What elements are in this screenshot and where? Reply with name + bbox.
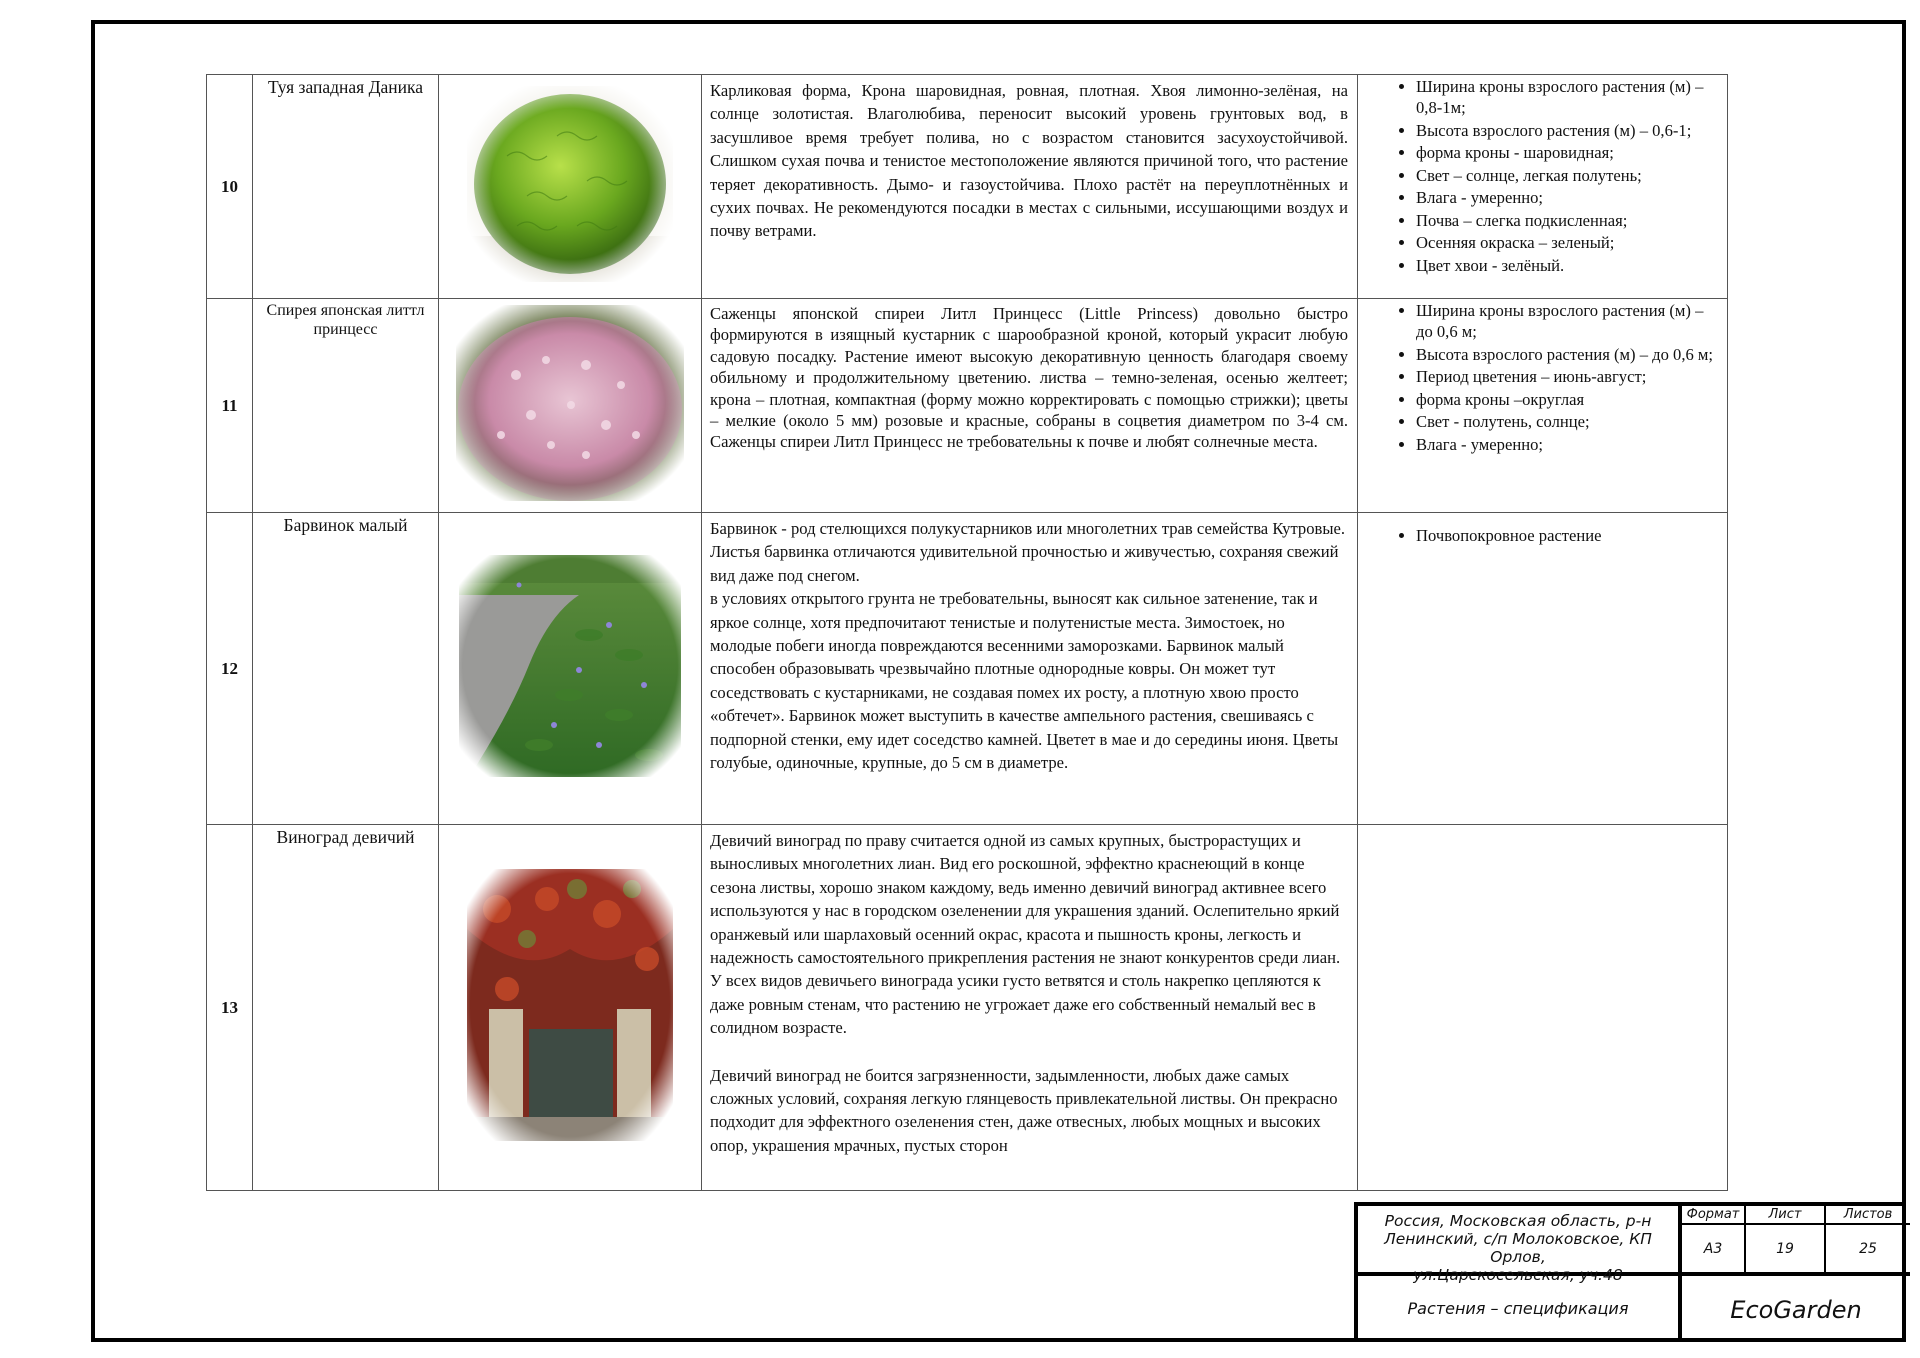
sheet-label: Лист [1746, 1206, 1826, 1225]
format-value: А3 [1682, 1225, 1746, 1276]
row-number: 12 [207, 513, 253, 825]
list-item: • Почвопокровное растение [1416, 525, 1717, 546]
plant-photo-cell [439, 513, 702, 825]
sheets-value: 25 [1826, 1225, 1910, 1276]
description-paragraph: Барвинок - род стелющихся полукустарников или многолетних трав семейства Кутровые. Листья барвинка отличаются удивительной прочностью и живучестью, сохраняя свежий вид даже под снегом. [710, 519, 1345, 585]
list-item: • Ширина кроны взрослого растения (м) – до 0,6 м; [1416, 300, 1717, 342]
description-paragraph: Карликовая форма, Крона шаровидная, ровная, плотная. Хвоя лимонно-зелёная, на солнце золотистая. Влаголюбива, переносит высокий уровень грунтовых вод, в засушливое время требует полива, но с возрастом становится засухоустойчивой. Слишком сухая почва и тенистое местоположение являются причиной того, что растение теряет декоративность. Дымо- и газоустойчива. Плохо растёт на переуплотнённых и сухих почвах. Не рекомендуются посадки в местах с сильными, иссушающими воздух и почву ветрами. [710, 81, 1348, 241]
list-item: • Высота взрослого растения (м) – 0,6-1; [1416, 120, 1717, 141]
description-paragraph: Девичий виноград не боится загрязненности, задымленности, любых даже самых сложных условий, сохраняя легкую глянцевость привлекательной листвы. Он прекрасно подходит для эффектного озеленения стен, даже отвесных, любых мощных и высоких опор, украшения мрачных, пустых сторон [710, 1065, 1338, 1155]
plant-description [702, 75, 1358, 299]
company-logo-text: EcoGarden [1730, 1296, 1862, 1324]
title-block [1354, 1202, 1906, 1342]
site-address [1358, 1206, 1682, 1284]
plant-photo-cell [439, 299, 702, 513]
table-row [207, 513, 1728, 825]
plant-properties [1358, 299, 1728, 513]
plant-description [702, 513, 1358, 825]
row-number: 13 [207, 825, 253, 1191]
plant-properties [1358, 75, 1728, 299]
list-item: • форма кроны - шаровидная; [1416, 142, 1717, 163]
sheets-label: Листов [1826, 1206, 1910, 1225]
table-row [207, 75, 1728, 299]
address-line: Россия, Московская область, р-н [1384, 1212, 1652, 1230]
plant-name: Барвинок малый [253, 513, 439, 825]
plant-name: Туя западная Даника [253, 75, 439, 299]
properties-list [1386, 300, 1717, 455]
thuja-shrub-photo [467, 86, 673, 282]
periwinkle-groundcover-photo [459, 555, 681, 777]
properties-list [1386, 525, 1717, 546]
plant-photo-cell [439, 75, 702, 299]
list-item: • Почва – слегка подкисленная; [1416, 210, 1717, 231]
list-item: • Свет – солнце, легкая полутень; [1416, 165, 1717, 186]
plant-name: Спирея японская литтл принцесс [253, 299, 439, 513]
list-item: • Цвет хвои - зелёный. [1416, 255, 1717, 276]
address-line: Ленинский, с/п Молоковское, КП Орлов, [1384, 1230, 1652, 1266]
row-number: 10 [207, 75, 253, 299]
list-item: • Ширина кроны взрослого растения (м) – 0,8-1м; [1416, 76, 1717, 118]
plant-photo-cell [439, 825, 702, 1191]
list-item: • форма кроны –округлая [1416, 389, 1717, 410]
document-title: Растения – спецификация [1358, 1276, 1682, 1342]
virginia-creeper-wall-photo [467, 869, 673, 1141]
list-item: • Высота взрослого растения (м) – до 0,6 м; [1416, 344, 1717, 365]
list-item: • Влага - умеренно; [1416, 187, 1717, 208]
plant-properties [1358, 513, 1728, 825]
description-paragraph: в условиях открытого грунта не требовательны, выносят как сильное затенение, так и яркое солнце, хотя предпочитают тенистые и полутенистые места. Зимостоек, но молодые побеги иногда повреждаются весенними заморозками. Барвинок малый способен образовывать чрезвычайно плотные однородные ковры. Он может тут соседствовать с кустарниками, не создавая помех их росту, а плотную хвою просто «обтечет». Барвинок может выступить в качестве ампельного растения, свешиваясь с подпорной стенки, ему идет соседство камней. Цветет в мае и до середины июня. Цветы голубые, одиночные, крупные, до 5 см в диаметре. [710, 589, 1339, 773]
list-item: • Свет - полутень, солнце; [1416, 411, 1717, 432]
table-row [207, 825, 1728, 1191]
description-paragraph: Саженцы японской спиреи Литл Принцесс (Little Princess) довольно быстро формируются в изящный кустарник с шарообразной кроной, который украсит любую садовую посадку. Растение имеют высокую декоративную ценность благодаря своему обильному и продолжительному цветению. листва – темно-зеленая, осенью желтеет; крона – плотная, компактная (форму можно корректировать с помощью стрижки); цветы – мелкие (около 5 мм) розовые и красные, собраны в соцветия диаметром по 3-4 см. Саженцы спиреи Литл Принцесс не требовательны к почве и любят солнечные места. [710, 304, 1348, 452]
description-paragraph: Девичий виноград по праву считается одной из самых крупных, быстрорастущих и выносливых многолетних лиан. Вид его роскошной, эффектно краснеющий в конце сезона листвы, хорошо знаком каждому, ведь именно девичий виноград активнее всего используются у нас в городском озеленении для украшения зданий. Ослепительно яркий оранжевый или шарлаховый осенний окрас, красота и пышность кроны, легкость и надежность самостоятельного прикрепления растения не знают конкурентов среди лиан. У всех видов девичьего винограда усики густо ветвятся и столь накрепко цепляются к даже ровным стенам, что растению не угрожает даже его собственный немалый вес в солидном возрасте. [710, 831, 1341, 1038]
format-label: Формат [1682, 1206, 1746, 1225]
plant-name: Виноград девичий [253, 825, 439, 1191]
address-line: ул.Царскосельская, уч.48 [1413, 1266, 1623, 1284]
list-item: • Осенняя окраска – зеленый; [1416, 232, 1717, 253]
plant-specification-table [206, 74, 1728, 1191]
list-item: • Влага - умеренно; [1416, 434, 1717, 455]
table-row [207, 299, 1728, 513]
sheet-value: 19 [1746, 1225, 1826, 1276]
plant-description [702, 299, 1358, 513]
list-item: • Период цветения – июнь-август; [1416, 366, 1717, 387]
properties-list [1386, 76, 1717, 276]
row-number: 11 [207, 299, 253, 513]
spirea-shrub-photo [456, 305, 684, 501]
plant-description [702, 825, 1358, 1191]
plant-properties [1358, 825, 1728, 1191]
